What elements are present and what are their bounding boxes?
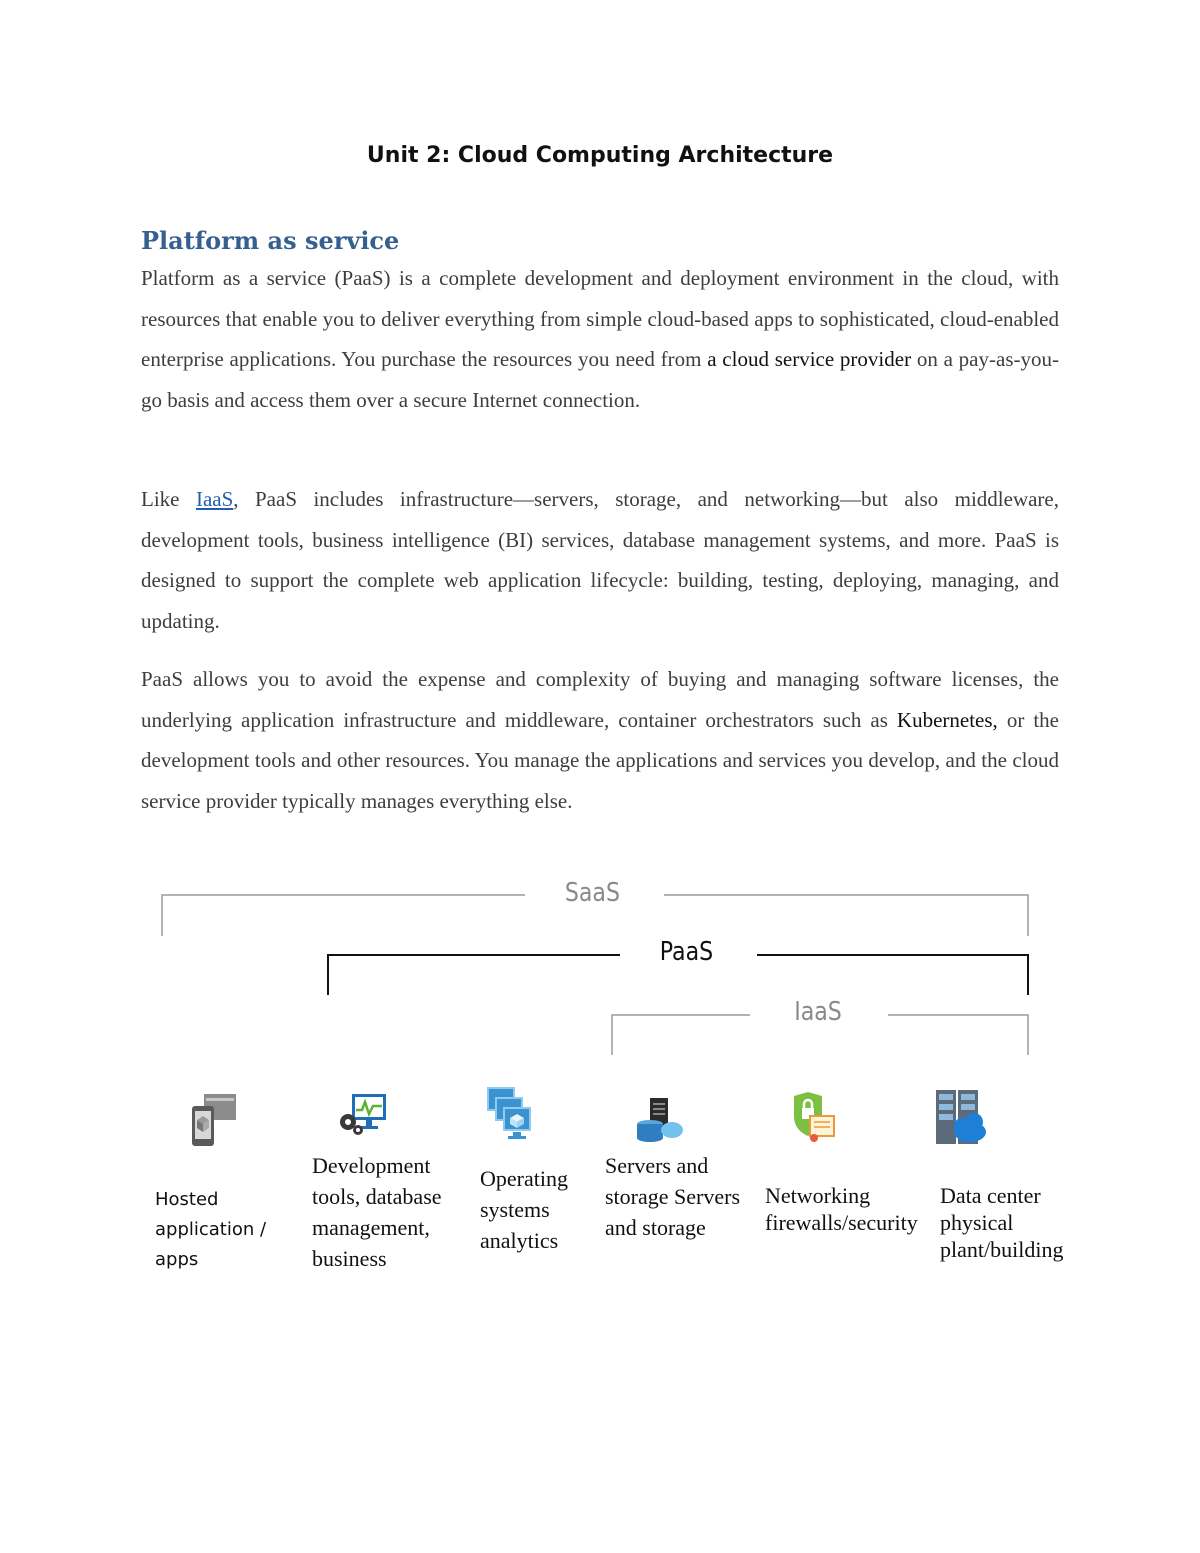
paragraph-paas-definition: Platform as a service (PaaS) is a complete development and deployment environment in the cloud, with resources that enable you to deliver everything from simple cloud-based apps to sophisticated, cloud-enabled enterprise applications. You purchase the resources you need from a cloud service provider on a pay-as-you-go basis and access them over a secure Internet connection. — [141, 266, 1059, 412]
iaas-bracket-right — [888, 1015, 1028, 1055]
cloud-provider-term: a cloud service provider — [707, 347, 912, 371]
paas-bracket-right — [757, 955, 1028, 995]
server-storage-icon — [636, 1096, 684, 1142]
page-title: Unit 2: Cloud Computing Architecture — [366, 143, 834, 168]
layer-label-dev-tools: Development tools, database management, business — [312, 1153, 442, 1271]
layer-label-datacenter: Data center physical plant/building — [940, 1183, 1064, 1262]
layer-label-servers-storage: Servers and storage Servers and storage — [605, 1153, 741, 1240]
iaas-link[interactable]: IaaS — [195, 487, 234, 511]
firewall-icon — [790, 1090, 836, 1144]
datacenter-icon — [934, 1088, 988, 1146]
saas-bracket-right — [664, 895, 1028, 936]
section-heading: Platform as service — [141, 226, 400, 255]
dev-tools-icon — [338, 1092, 390, 1136]
iaas-bracket — [612, 1015, 750, 1055]
paragraph-paas-includes: Like IaaS, PaaS includes infrastructure—servers, storage, and networking—but also middleware, development tools, business intelligence (BI) services, database management systems, and more. PaaS is designed to support the complete web application lifecycle: building, testing, deploying, managing, and updating. — [141, 487, 1059, 633]
paas-label: PaaS — [659, 937, 714, 967]
layer-label-hosted-apps: Hosted application / apps — [155, 1189, 267, 1270]
paragraph-paas-benefits: PaaS allows you to avoid the expense and complexity of buying and managing software licenses, the underlying application infrastructure and middleware, container orchestrators such as Kubernetes, or the development tools and other resources. You manage the applications and services you develop, and the cloud service provider typically manages everything else. — [141, 667, 1059, 813]
saas-label: SaaS — [564, 878, 621, 908]
operating-systems-icon — [486, 1086, 534, 1148]
layer-label-operating-systems: Operating systems analytics — [480, 1166, 568, 1253]
mobile-app-icon — [190, 1092, 238, 1148]
paas-bracket — [328, 955, 620, 995]
kubernetes-term: Kubernetes, — [896, 707, 998, 732]
iaas-label: IaaS — [794, 997, 842, 1027]
layer-label-networking: Networking firewalls/security — [765, 1183, 918, 1235]
saas-bracket — [162, 895, 525, 936]
service-model-diagram — [0, 860, 1200, 1320]
